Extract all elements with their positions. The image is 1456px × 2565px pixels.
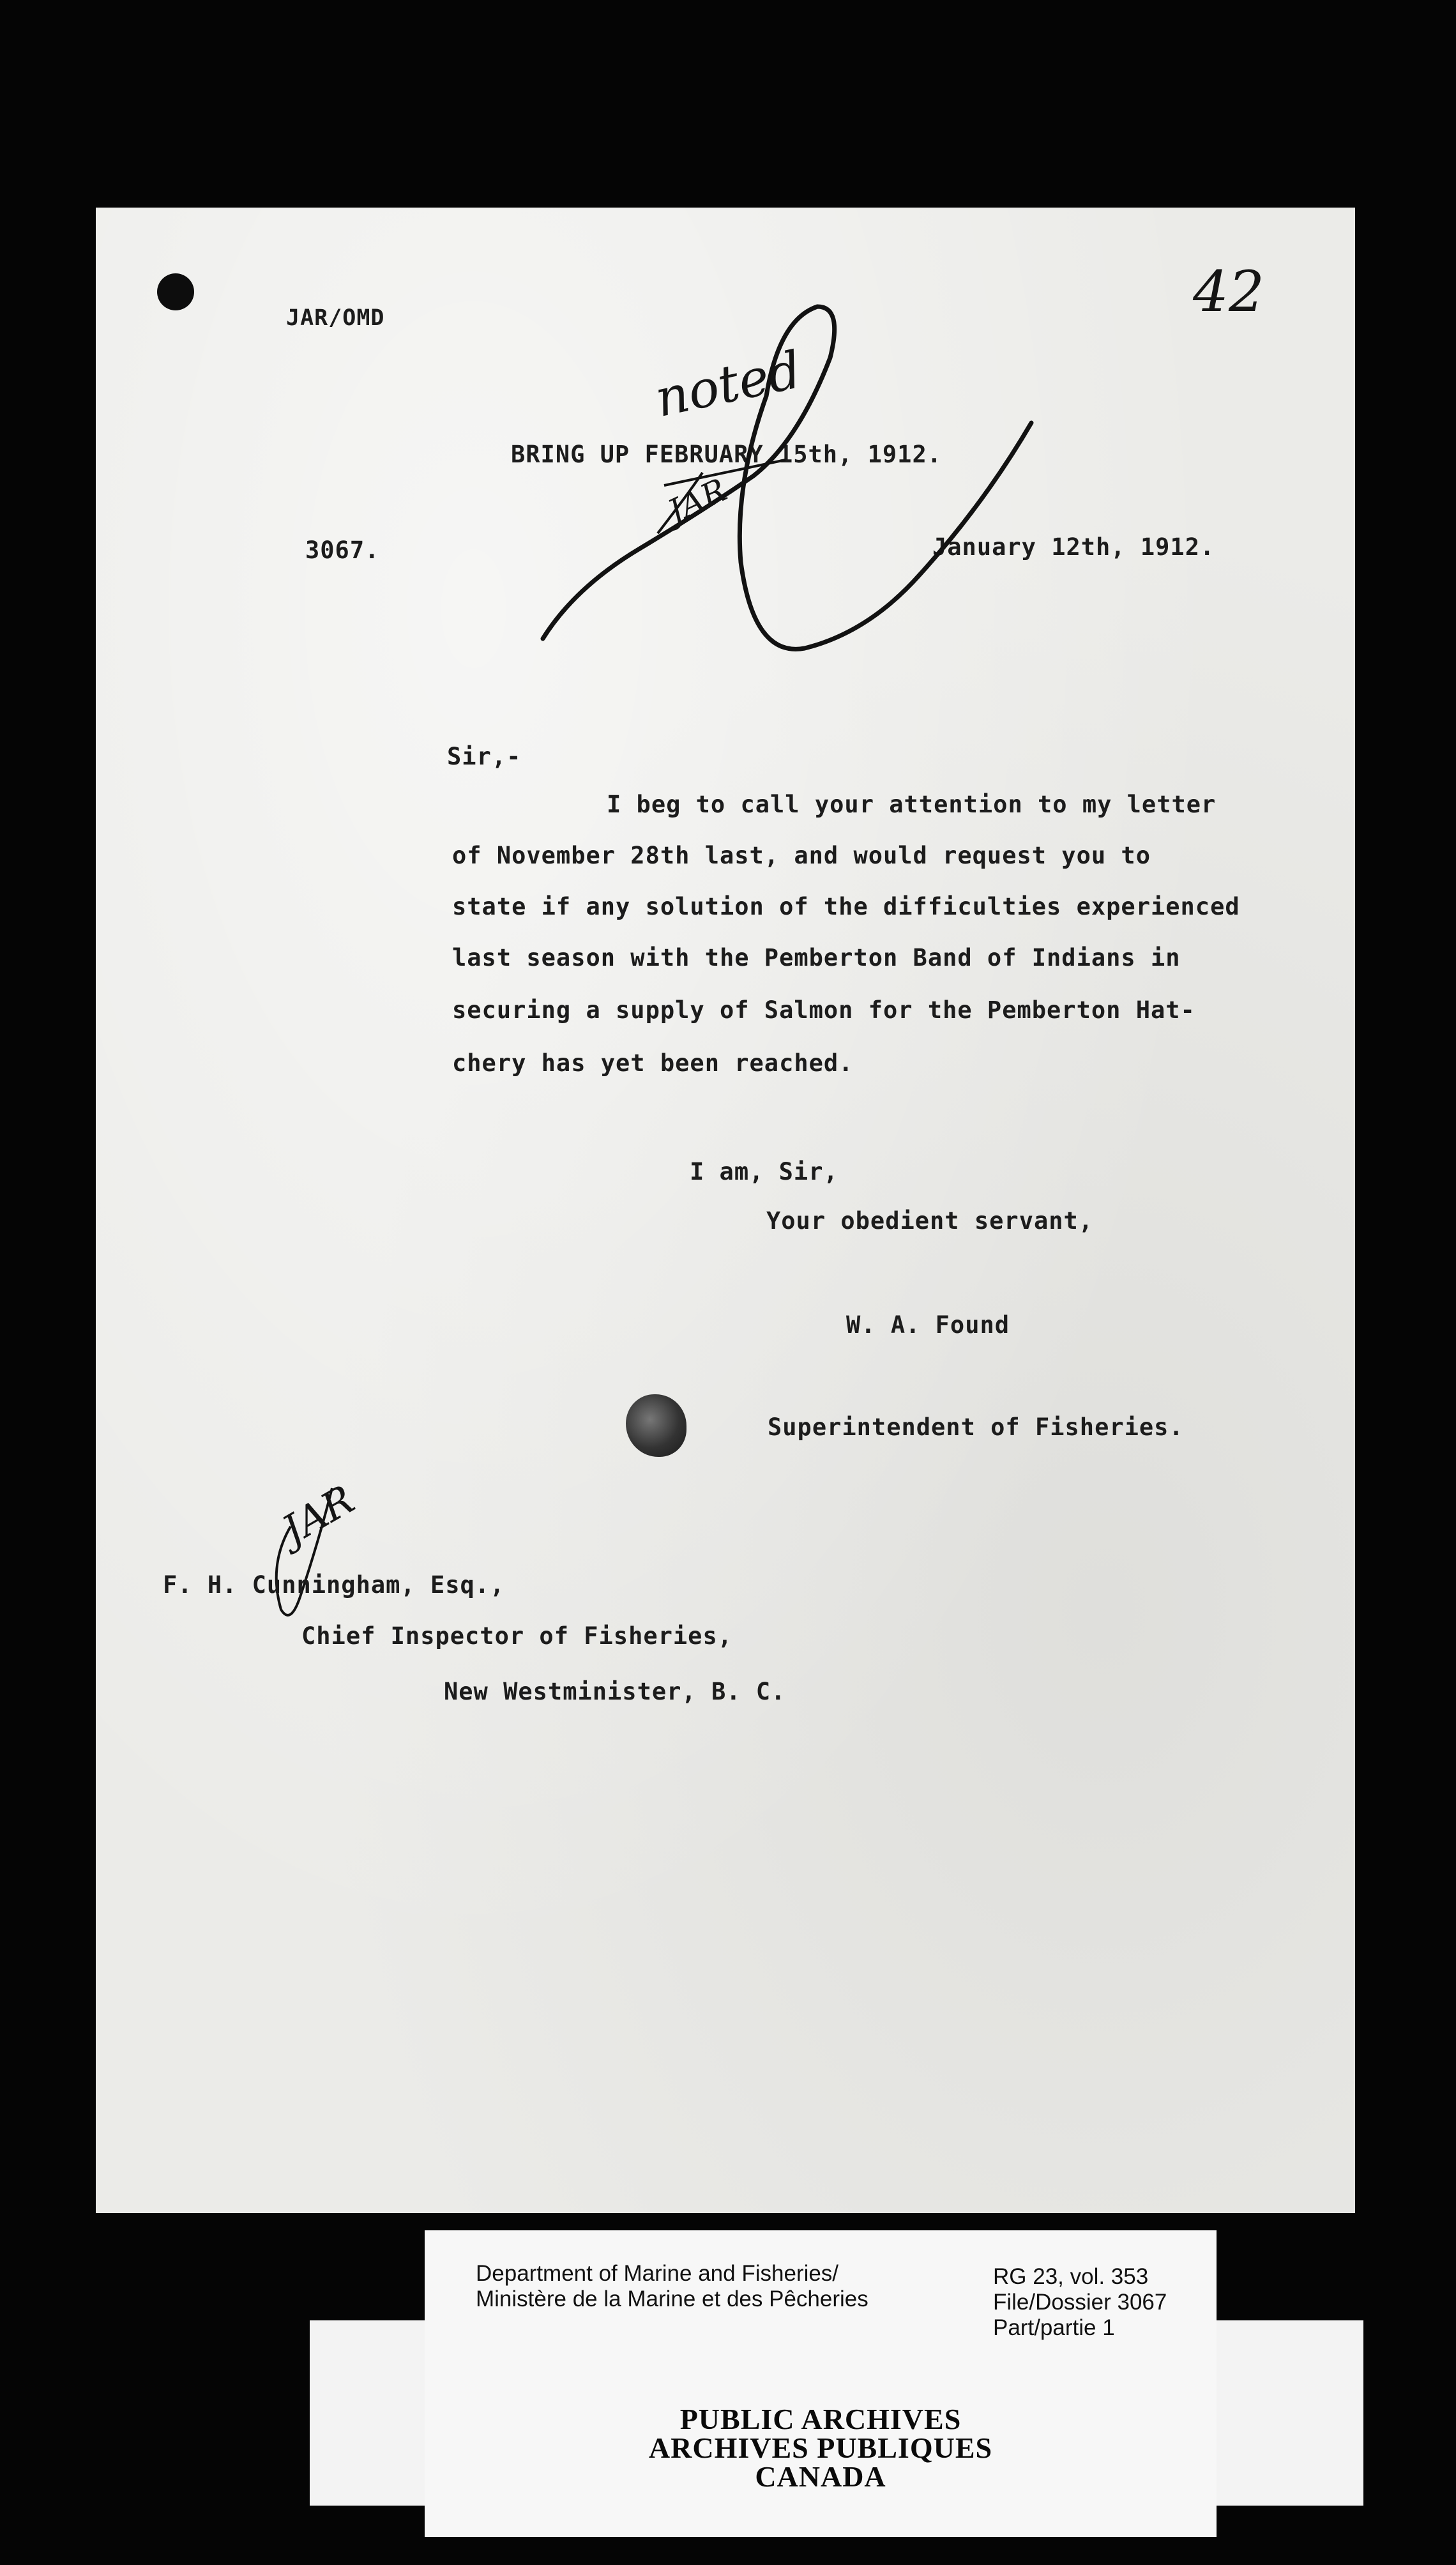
handwritten-noted: noted <box>649 340 807 429</box>
letter-date: January 12th, 1912. <box>932 533 1215 561</box>
body-line: last season with the Pemberton Band of Indians in <box>452 944 1181 971</box>
addressee-position: Chief Inspector of Fisheries, <box>301 1622 733 1650</box>
archive-stamp-line-1: PUBLIC ARCHIVES <box>679 2403 962 2435</box>
addressee-location: New Westminister, B. C. <box>444 1678 786 1705</box>
handwritten-initials-top: JAR <box>662 471 732 531</box>
salutation: Sir,- <box>447 743 522 770</box>
body-line: I beg to call your attention to my letter <box>607 791 1217 818</box>
initials-reference: JAR/OMD <box>286 305 385 331</box>
archive-part: Part/partie 1 <box>993 2315 1115 2340</box>
archive-department-en: Department of Marine and Fisheries/ <box>476 2261 839 2286</box>
signatory-title: Superintendent of Fisheries. <box>768 1413 1184 1441</box>
handwritten-initials-bottom: JAR <box>274 1475 362 1554</box>
archive-stamp-line-2: ARCHIVES PUBLIQUES <box>648 2432 993 2464</box>
archive-department-fr: Ministère de la Marine et des Pêcheries <box>476 2287 868 2311</box>
body-line: chery has yet been reached. <box>452 1049 854 1077</box>
body-line: state if any solution of the difficulties experienced <box>452 893 1240 920</box>
archive-file-number: File/Dossier 3067 <box>993 2290 1167 2315</box>
body-line: securing a supply of Salmon for the Pemberton Hat- <box>452 996 1195 1024</box>
closing-line-2: Your obedient servant, <box>766 1207 1094 1235</box>
signature-typed: W. A. Found <box>846 1311 1010 1339</box>
bring-up-line: BRING UP FEBRUARY 15th, 1912. <box>511 441 943 468</box>
page-number: 42 <box>1193 259 1264 324</box>
archive-record-group: RG 23, vol. 353 <box>993 2264 1149 2289</box>
addressee-name: F. H. Cunningham, Esq., <box>163 1571 505 1599</box>
file-reference: 3067. <box>305 537 380 564</box>
closing-line-1: I am, Sir, <box>690 1158 838 1185</box>
body-line: of November 28th last, and would request you to <box>452 842 1151 869</box>
archive-stamp-line-3: CANADA <box>755 2460 886 2493</box>
